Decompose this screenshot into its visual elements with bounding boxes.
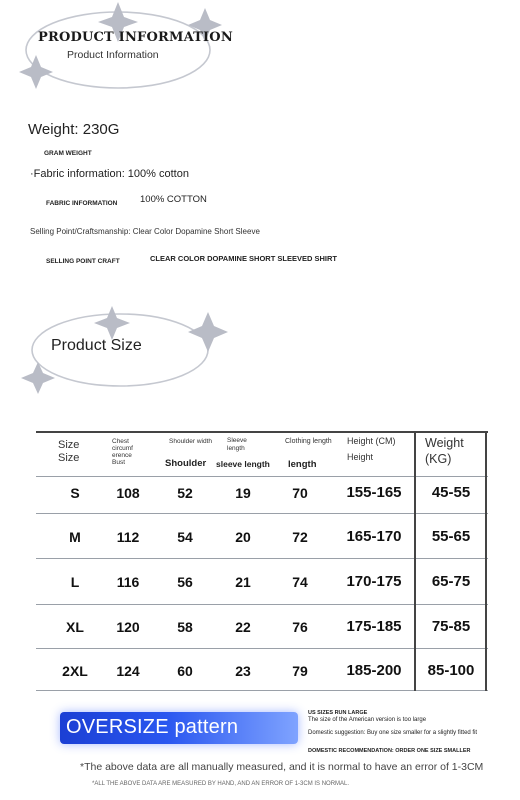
cell-length: 72 (292, 529, 308, 545)
cell-weight: 75-85 (431, 618, 471, 635)
fabric-value: 100% COTTON (140, 194, 207, 205)
cell-shoulder: 54 (177, 529, 193, 545)
cell-sleeve: 21 (235, 574, 251, 590)
header-shoulder-width: Shoulder width (169, 438, 212, 445)
cell-height: 185-200 (346, 662, 402, 679)
table-right-border (485, 433, 487, 691)
cell-size: M (69, 529, 81, 545)
header-height: Height (CM) (347, 436, 396, 446)
section-title-product-size: Product Size (51, 337, 142, 354)
cell-shoulder: 52 (177, 485, 193, 501)
header-height-en: Height (347, 452, 374, 462)
table-top-border (36, 431, 488, 433)
cell-weight: 65-75 (431, 573, 471, 590)
cell-shoulder: 58 (177, 619, 193, 635)
fabric-label: FABRIC INFORMATION (46, 200, 118, 207)
table-divider (36, 604, 488, 605)
cell-size: XL (66, 619, 84, 635)
header-chest: Chest (112, 438, 129, 445)
oversize-note-title: US SIZES RUN LARGE (308, 710, 368, 716)
header-size-en: Size (58, 452, 80, 464)
cell-sleeve: 19 (235, 485, 251, 501)
weight-text: Weight: 230G (28, 121, 120, 138)
cell-sleeve: 20 (235, 529, 251, 545)
cell-length: 76 (292, 619, 308, 635)
header-chest: circumf (112, 445, 133, 452)
header-length: length (288, 459, 317, 470)
header-sleeve: Sleeve (227, 437, 247, 444)
cell-height: 175-185 (346, 618, 402, 635)
cell-weight: 85-100 (427, 662, 475, 679)
header-size: Size (58, 439, 80, 451)
star-icon (19, 55, 53, 89)
header-weight: Weight (425, 436, 464, 450)
measurement-note-en: *ALL THE ABOVE DATA ARE MEASURED BY HAND, AND AN ERROR OF 1-3CM IS NORMAL. (92, 781, 350, 787)
cell-chest: 120 (116, 619, 140, 635)
table-divider (36, 648, 488, 649)
selling-point-value: CLEAR COLOR DOPAMINE SHORT SLEEVED SHIRT (150, 254, 337, 263)
cell-chest: 124 (116, 663, 140, 679)
table-divider (36, 558, 488, 559)
header-sleeve-length: sleeve length (216, 459, 270, 469)
header-sleeve: length (227, 445, 245, 452)
star-icon (94, 306, 130, 340)
table-divider (36, 513, 488, 514)
section-title-product-information: PRODUCT INFORMATION (38, 30, 233, 45)
cell-sleeve: 23 (235, 663, 251, 679)
cell-length: 74 (292, 574, 308, 590)
table-divider (36, 476, 488, 477)
cell-length: 70 (292, 485, 308, 501)
cell-weight: 45-55 (431, 484, 471, 501)
cell-height: 155-165 (346, 484, 402, 501)
oversize-label: OVERSIZE pattern (66, 716, 239, 738)
cell-weight: 55-65 (431, 528, 471, 545)
cell-size: S (70, 485, 80, 501)
section-subtitle: Product Information (67, 49, 159, 61)
cell-height: 165-170 (346, 528, 402, 545)
fabric-text: ·Fabric information: 100% cotton (30, 168, 189, 180)
cell-size: L (70, 574, 80, 590)
header-bust: Bust (112, 459, 126, 466)
header-weight-unit: (KG) (425, 452, 452, 466)
weight-label: GRAM WEIGHT (44, 150, 92, 157)
cell-size: 2XL (62, 663, 88, 679)
oversize-note-recommendation: DOMESTIC RECOMMENDATION: ORDER ONE SIZE SMALLER (308, 748, 471, 754)
table-column-separator (414, 433, 416, 691)
star-icon (21, 362, 55, 394)
cell-chest: 108 (116, 485, 140, 501)
oversize-note-us: The size of the American version is too large (308, 717, 427, 723)
cell-shoulder: 56 (177, 574, 193, 590)
cell-chest: 112 (116, 529, 140, 545)
oversize-note-suggestion: Domestic suggestion: Buy one size smaller for a slightly fitted fit (308, 730, 478, 736)
table-bottom-border (36, 690, 488, 691)
header-clothing-length: Clothing length (285, 438, 332, 445)
cell-length: 79 (292, 663, 308, 679)
measurement-note: *The above data are all manually measured, and it is normal to have an error of 1-3CM (80, 761, 484, 773)
selling-point-label: SELLING POINT CRAFT (46, 258, 120, 265)
selling-point-text: Selling Point/Craftsmanship: Clear Color Dopamine Short Sleeve (30, 227, 260, 236)
cell-shoulder: 60 (177, 663, 193, 679)
cell-chest: 116 (116, 574, 140, 590)
cell-height: 170-175 (346, 573, 402, 590)
header-chest: erence (112, 452, 132, 459)
header-shoulder: Shoulder (165, 458, 207, 469)
cell-sleeve: 22 (235, 619, 251, 635)
size-decoration (0, 300, 260, 410)
star-icon (188, 312, 228, 352)
